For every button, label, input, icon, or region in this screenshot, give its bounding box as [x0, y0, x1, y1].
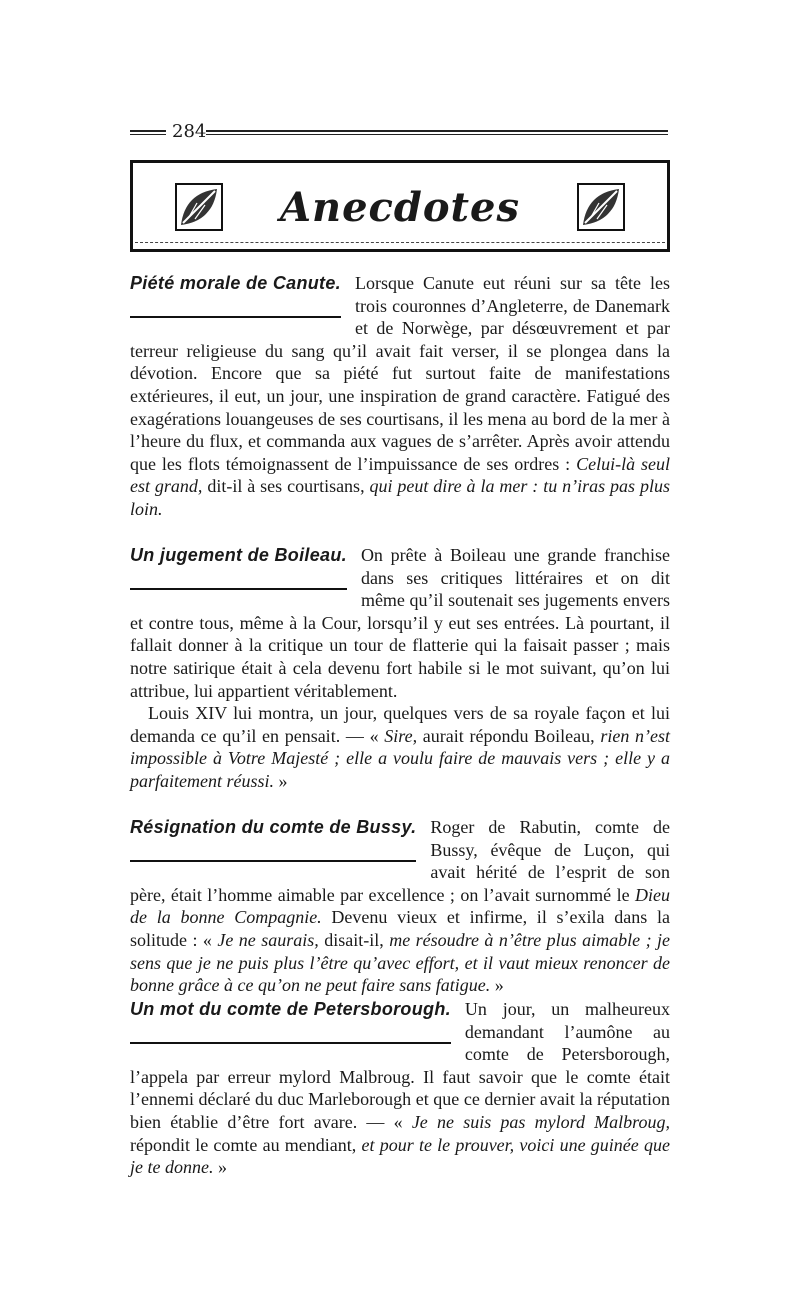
page-title: Anecdotes	[279, 184, 520, 231]
anecdote-text: disait-il,	[318, 929, 390, 950]
anecdote-text: »	[274, 770, 288, 791]
anecdote-quote: me résoudre à n’être plus aimable ; je sens que je ne puis plus l’être qu’avec effort, et il vaut mieux renoncer de bonne grâce à ce qu’on ne peut faire sans fatigue.	[130, 929, 671, 996]
page-number: 284	[172, 121, 207, 142]
anecdote-body	[130, 816, 670, 997]
anecdote-body	[130, 272, 670, 521]
anecdote-heading: Un jugement de Boileau.	[130, 544, 347, 590]
anecdote-bussy	[130, 816, 670, 997]
anecdote-text: On prête à Boileau une grande franchise dans ses critiques littéraires et on dit même qu’il soutenait ses jugements envers et contre tous, même à la Cour, lorsqu’il y eut ses entrées. Là pourtant, il fallait donner à la critique un tour de flatterie qui la faisait passer ; mais notre satirique était à cela devenu fort habile si le mot suivant, qu’on lui attribue, lui appartient véritablement.	[130, 545, 670, 701]
page-header	[130, 122, 668, 142]
anecdote-quote: Celui-là seul est grand,	[130, 453, 670, 497]
leaf-ornament-icon	[577, 183, 625, 231]
anecdote-text: Lorsque Canute eut réuni sur sa tête les trois couronnes d’Angleterre, de Danemark et de Norwège, par désœuvrement et par terreur religieuse du sang qu’il avait fait verser, il se plongea dans la dévotion. Encore que sa piété fut surtout faite de manifestations extérieures, il eut, un jour, une inspiration de grand caractère. Fatigué des exagérations louangeuses de ses courtisans, il les mena au bord de la mer à l’heure du flux, et commanda aux vagues de s’arrêter. Après avoir attendu que les flots témoignassent de l’impuissance de ses ordres :	[130, 273, 670, 474]
anecdote-text: Roger de Rabutin, comte de Bussy, évêque de Luçon, qui avait hérité de l’esprit de son père, était l’homme aimable par excellence ; on l’avait surnommé le	[130, 817, 670, 905]
anecdote-body	[130, 998, 670, 1179]
title-inner-rule	[135, 242, 665, 243]
anecdote-text: »	[213, 1157, 227, 1178]
anecdote-heading: Un mot du comte de Petersborough.	[130, 998, 451, 1044]
anecdote-text: répondit le comte au mendiant,	[130, 1134, 362, 1155]
anecdote-text: Devenu vieux et infirme, il s’exila dans la solitude : «	[130, 907, 670, 950]
anecdote-body-2	[130, 702, 670, 792]
anecdote-quote: et pour te le prouver, voici une guinée que je te donne.	[130, 1134, 670, 1178]
anecdote-quote: qui peut dire à la mer : tu n’iras pas plus loin.	[130, 476, 670, 519]
anecdote-quote: Je ne suis pas mylord Malbroug,	[411, 1111, 670, 1132]
header-rule-left	[130, 130, 166, 135]
anecdote-canute	[130, 272, 670, 521]
header-rule-right	[206, 130, 668, 135]
anecdote-body	[130, 544, 670, 702]
anecdote-boileau	[130, 544, 670, 793]
title-box	[130, 160, 670, 252]
anecdote-text: aurait répondu Boileau,	[417, 725, 601, 746]
anecdote-quote: Je ne saurais,	[217, 929, 319, 950]
anecdote-text: »	[490, 975, 504, 996]
anecdote-quote: Sire,	[384, 725, 418, 746]
anecdote-text: Louis XIV lui montra, un jour, quelques vers de sa royale façon et lui demanda ce qu’il en pensait. — «	[130, 703, 670, 746]
anecdote-quote: Dieu de la bonne Compagnie.	[130, 884, 670, 928]
anecdote-petersborough	[130, 998, 670, 1179]
anecdote-quote: rien n’est impossible à Votre Majesté ; elle a voulu faire de mauvais vers ; elle y a parfaitement réussi.	[130, 725, 671, 791]
anecdote-heading: Résignation du comte de Bussy.	[130, 816, 416, 862]
anecdote-heading: Piété morale de Canute.	[130, 272, 341, 318]
anecdote-text: Un jour, un malheureux demandant l’aumône au comte de Petersborough, l’appela par erreur mylord Malbroug. Il faut savoir que le comte était l’ennemi déclaré du duc Marleborough et que ce dernier avait la réputation bien établie d’être fort avare. — «	[130, 999, 670, 1132]
anecdote-text: dit-il à ses courtisans,	[202, 476, 370, 497]
